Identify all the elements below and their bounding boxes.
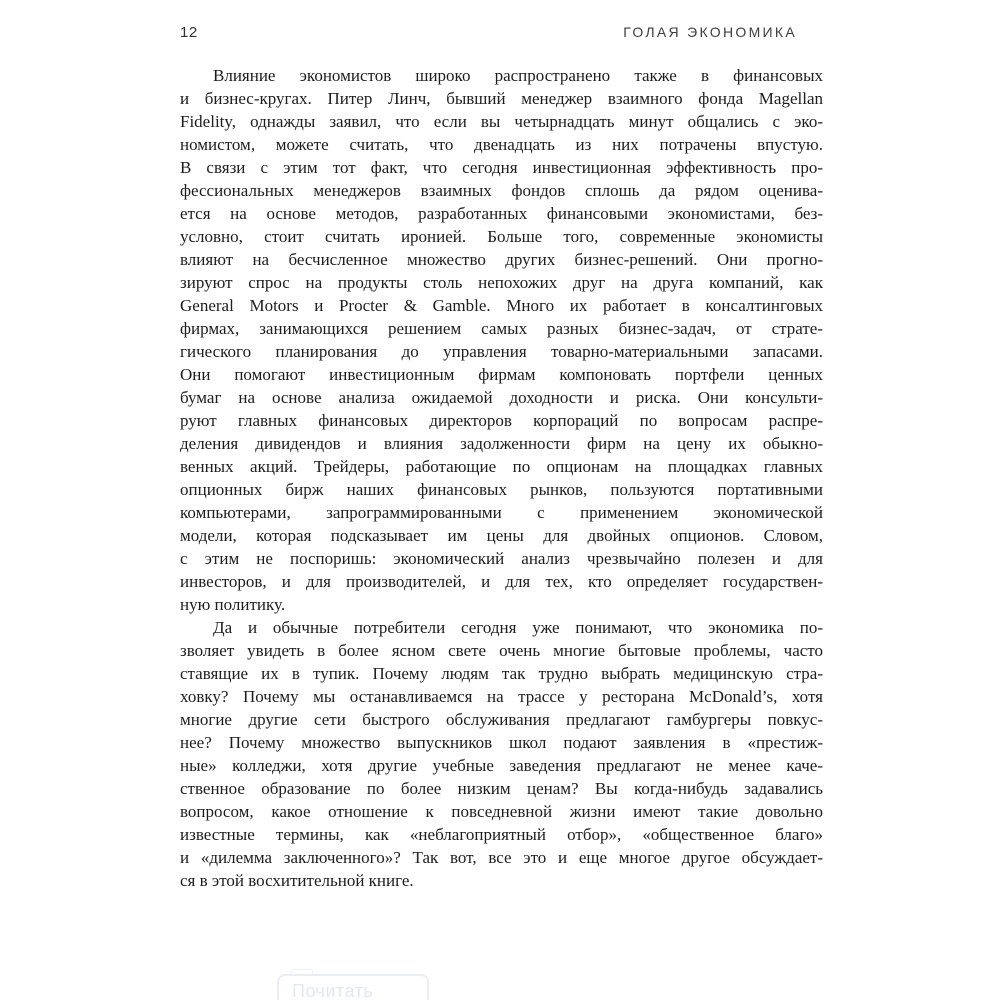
text-line: бумаг на основе анализа ожидаемой доходности и риска. Они консульти-	[180, 388, 823, 407]
text-line: Влияние экономистов широко распространено также в финансовых	[213, 66, 823, 85]
text-line: и бизнес-кругах. Питер Линч, бывший менеджер взаимного фонда Magellan	[180, 89, 823, 108]
text-line: зируют спрос на продукты столь непохожих друг на друга компаний, как	[180, 273, 823, 292]
text-line: руют главных финансовых директоров корпораций по вопросам распре-	[180, 411, 823, 430]
text-line: ется на основе методов, разработанных финансовыми экономистами, без-	[180, 204, 823, 223]
text-line: с этим не поспоришь: экономический анализ чрезвычайно полезен и для	[180, 549, 823, 568]
text-line: условно, стоит считать иронией. Больше того, современные экономисты	[180, 227, 823, 246]
text-line: модели, которая подсказывает им цены для двойных опционов. Словом,	[180, 526, 823, 545]
running-title: ГОЛАЯ ЭКОНОМИКА	[623, 24, 797, 40]
text-line: опционных бирж наших финансовых рынков, пользуются портативными	[180, 480, 823, 499]
text-line: В связи с этим тот факт, что сегодня инвестиционная эффективность про-	[180, 158, 823, 177]
text-line: ся в этой восхитительной книге.	[180, 871, 414, 890]
text-line: ную политику.	[180, 595, 286, 614]
text-line: фирмах, занимающихся решением самых разных бизнес-задач, от страте-	[180, 319, 823, 338]
text-line: ные» колледжи, хотя другие учебные заведения предлагают не менее каче-	[180, 756, 823, 775]
text-line: Да и обычные потребители сегодня уже понимают, что экономика по-	[213, 618, 823, 637]
text-line: Они помогают инвестиционным фирмам компоновать портфели ценных	[180, 365, 823, 384]
page-number: 12	[180, 24, 198, 41]
text-line: General Motors и Procter & Gamble. Много их работает в консалтинговых	[180, 296, 823, 315]
text-line: зволяет увидеть в более ясном свете очень многие бытовые проблемы, часто	[180, 641, 823, 660]
text-line: и «дилемма заключенного»? Так вот, все это и еще многое другое обсуждает-	[180, 848, 823, 867]
text-line: компьютерами, запрограммированными с применением экономической	[180, 503, 823, 522]
text-line: ставящие их в тупик. Почему людям так трудно выбрать медицинскую стра-	[180, 664, 823, 683]
text-line: гического планирования до управления товарно-материальными запасами.	[180, 342, 823, 361]
text-line: фессиональных менеджеров взаимных фондов сплошь да рядом оценива-	[180, 181, 823, 200]
body-text	[180, 64, 823, 892]
text-line: ховку? Почему мы останавливаемся на трассе у ресторана McDonald’s, хотя	[180, 687, 823, 706]
text-line: влияют на бесчисленное множество других бизнес-решений. Они прогно-	[180, 250, 823, 269]
text-line: инвесторов, и для производителей, и для тех, кто определяет государствен-	[180, 572, 823, 591]
text-line: деления дивидендов и влияния задолженности фирм на цену их обыкно-	[180, 434, 823, 453]
page-header	[180, 24, 797, 41]
read-sample-button[interactable]	[277, 974, 429, 1000]
text-line: номистом, можете считать, что двенадцать из них потрачены впустую.	[180, 135, 823, 154]
text-line: венных акций. Трейдеры, работающие по опционам на площадках главных	[180, 457, 823, 476]
text-line: ственное образование по более низким ценам? Вы когда-нибудь задавались	[180, 779, 823, 798]
text-line: вопросом, какое отношение к повседневной жизни имеют такие довольно	[180, 802, 823, 821]
text-line: многие другие сети быстрого обслуживания предлагают гамбургеры повкус-	[180, 710, 823, 729]
read-sample-button-label: Почитать	[292, 981, 374, 1000]
text-line: известные термины, как «неблагоприятный отбор», «общественное благо»	[180, 825, 823, 844]
text-line: нее? Почему множество выпускников школ подают заявления в «престиж-	[180, 733, 823, 752]
text-line: Fidelity, однажды заявил, что если вы четырнадцать минут общались с эко-	[180, 112, 823, 131]
